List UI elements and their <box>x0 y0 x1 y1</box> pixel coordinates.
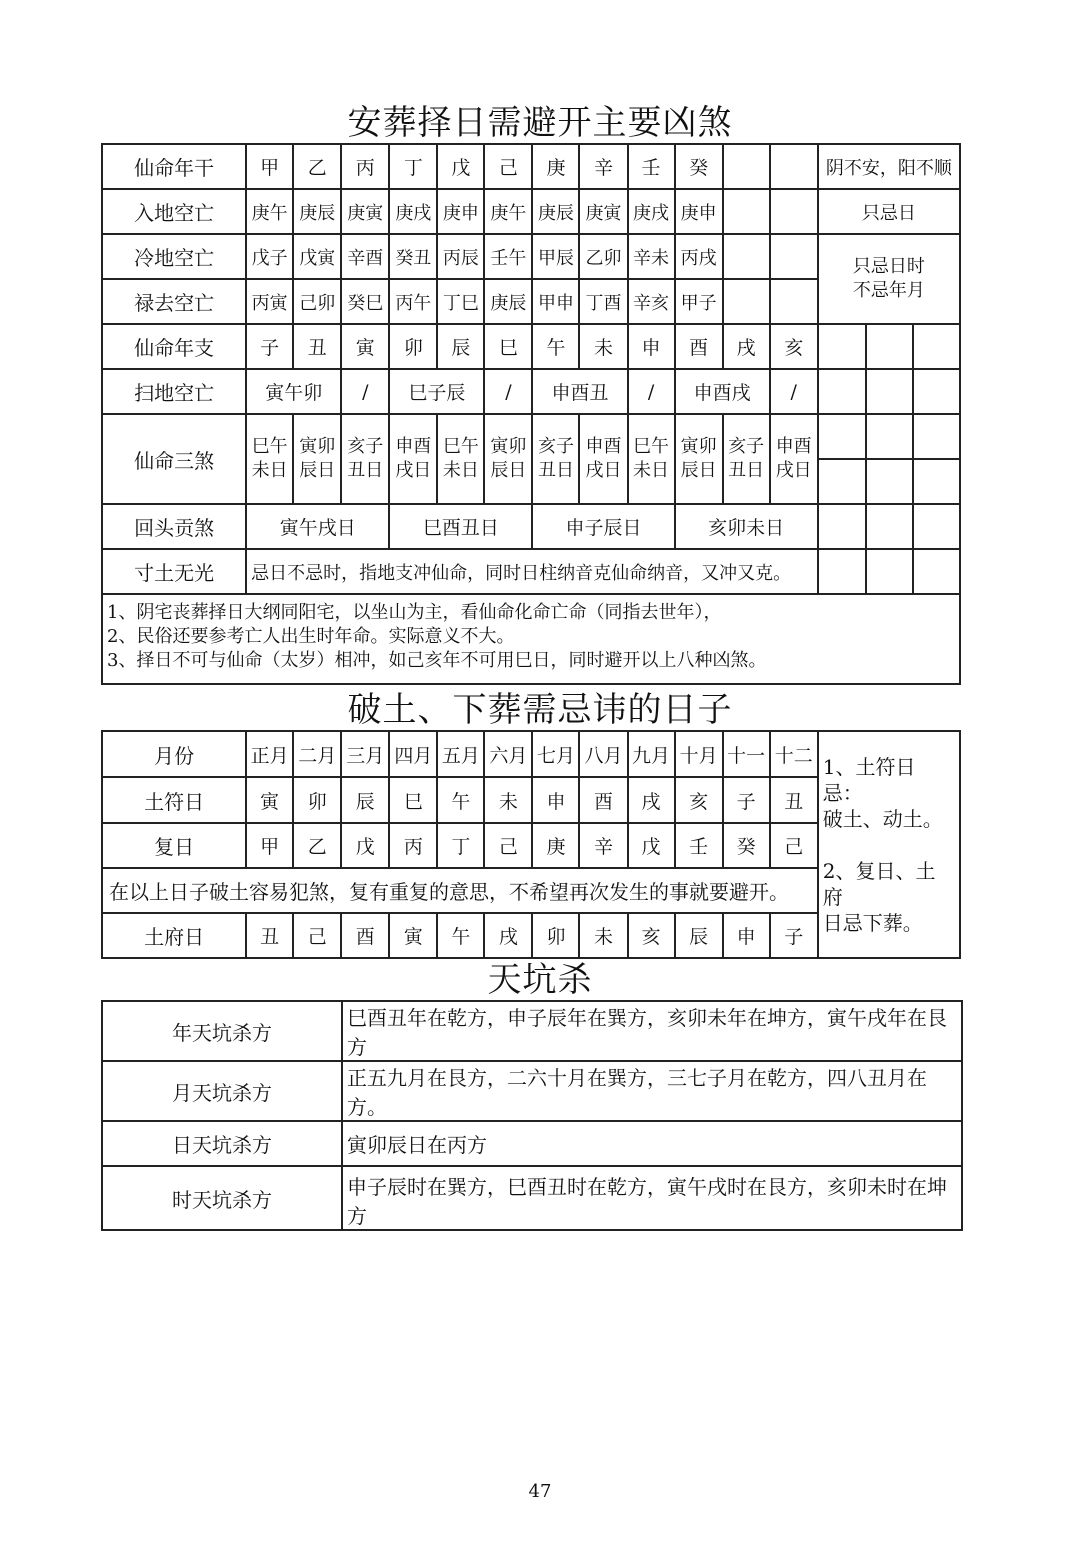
cell: 庚午 <box>484 189 532 234</box>
cell: 庚戌 <box>628 189 675 234</box>
cell <box>723 414 770 504</box>
cell: 寅 <box>341 324 389 369</box>
cell <box>770 279 818 324</box>
cell <box>532 414 579 504</box>
cell: 戌 <box>484 913 532 958</box>
row-label: 仙命年干 <box>102 144 246 189</box>
cell: 庚寅 <box>579 189 627 234</box>
cell: 戊寅 <box>293 234 341 279</box>
row-label: 禄去空亡 <box>102 279 246 324</box>
cell: / <box>341 369 389 414</box>
cell: 巳 <box>484 324 532 369</box>
cell-line: 丑日 <box>347 460 384 481</box>
row-label: 冷地空亡 <box>102 234 246 279</box>
cell: 申子辰时在巽方，巳酉丑时在乾方，寅午戌时在艮方，亥卯未时在坤方 <box>342 1166 962 1230</box>
cell: 亥 <box>770 324 818 369</box>
table-row <box>102 1061 962 1121</box>
table-avoid-sha <box>101 143 961 685</box>
cell-line: 未日 <box>251 460 288 481</box>
cell: 戊 <box>628 823 675 868</box>
empty-cell <box>866 549 913 594</box>
row-label: 土府日 <box>102 913 246 958</box>
cell-line: 亥子 <box>347 436 384 457</box>
cell: 癸巳 <box>341 279 389 324</box>
cell-line: 巳午 <box>251 436 288 457</box>
cell: 己卯 <box>293 279 341 324</box>
cell: 甲 <box>246 144 293 189</box>
cell: 戊子 <box>246 234 293 279</box>
empty-cell <box>818 504 866 549</box>
cell-line: 未日 <box>442 460 479 481</box>
cell: 正月 <box>246 731 293 777</box>
cell <box>437 414 484 504</box>
cell: 申 <box>532 777 579 823</box>
cell: 卯 <box>532 913 579 958</box>
row-label: 回头贡煞 <box>102 504 246 549</box>
empty-cell <box>866 504 913 549</box>
cell: 丁 <box>437 823 484 868</box>
cell: 丙寅 <box>246 279 293 324</box>
cell: 四月 <box>389 731 437 777</box>
row-label: 仙命三煞 <box>102 414 246 504</box>
table-row <box>102 414 960 459</box>
cell: 丁巳 <box>437 279 484 324</box>
empty-cell <box>818 414 866 459</box>
empty-cell <box>913 549 960 594</box>
cell: 丁酉 <box>579 279 627 324</box>
cell-line: 寅卯 <box>490 436 527 457</box>
cell: 庚辰 <box>532 189 579 234</box>
note-line: 2、民俗还要参考亡人出生时年命。实际意义不大。 <box>107 626 515 647</box>
cell: 申子辰日 <box>532 504 674 549</box>
cell: 戊 <box>341 823 389 868</box>
cell: 九月 <box>628 731 675 777</box>
side-note-line: 1、土符日忌： <box>822 754 916 805</box>
note-line: 不忌年月 <box>852 280 925 301</box>
cell: 辰 <box>675 913 723 958</box>
cell: 巳子辰 <box>389 369 484 414</box>
cell: 子 <box>246 324 293 369</box>
title-main: 安葬择日需避开主要凶煞 <box>347 103 733 143</box>
cell: 丙 <box>389 823 437 868</box>
cell: 寅午卯 <box>246 369 341 414</box>
note-line: 3、择日不可与仙命（太岁）相冲，如己亥年不可用巳日，同时避开以上八种凶煞。 <box>107 650 767 671</box>
cell: 乙 <box>293 823 341 868</box>
cell: / <box>770 369 818 414</box>
row-label: 仙命年支 <box>102 324 246 369</box>
cell: / <box>484 369 532 414</box>
cell: 寅 <box>246 777 293 823</box>
table-row <box>102 189 960 234</box>
cell-line: 丑日 <box>728 460 765 481</box>
cell-line: 戌日 <box>395 460 432 481</box>
row-label: 月份 <box>102 731 246 777</box>
cell-line: 辰日 <box>490 460 527 481</box>
table-tiankeng <box>101 1000 963 1231</box>
cell: 癸 <box>675 144 723 189</box>
title-section-3: 天坑杀 <box>487 960 593 1000</box>
cell: 午 <box>532 324 579 369</box>
page-number: 47 <box>528 1481 552 1502</box>
cell: 壬午 <box>484 234 532 279</box>
cell-line: 巳午 <box>633 436 670 457</box>
cell: 庚寅 <box>341 189 389 234</box>
cell: 丑 <box>246 913 293 958</box>
cell: 辰 <box>437 324 484 369</box>
cell: 子 <box>770 913 818 958</box>
cell: 丙 <box>341 144 389 189</box>
cell <box>246 414 293 504</box>
cell: 甲申 <box>532 279 579 324</box>
table-row <box>102 731 960 777</box>
cell: 申 <box>723 913 770 958</box>
cell: 亥卯未日 <box>675 504 818 549</box>
empty-cell <box>913 459 960 504</box>
note-line: 只忌日时 <box>852 256 925 277</box>
cell: 未 <box>579 913 627 958</box>
cell: 丙辰 <box>437 234 484 279</box>
cell <box>341 414 389 504</box>
cell: 申酉戌 <box>675 369 770 414</box>
row-label: 日天坑杀方 <box>102 1121 342 1166</box>
cell: 巳酉丑日 <box>389 504 532 549</box>
cell: 酉 <box>675 324 723 369</box>
cell: 巳 <box>389 777 437 823</box>
table-breaking-ground <box>101 730 961 959</box>
empty-cell <box>913 504 960 549</box>
cell-line: 寅卯 <box>299 436 336 457</box>
cell: 子 <box>723 777 770 823</box>
cell-line: 申酉 <box>585 436 622 457</box>
cell: 午 <box>437 913 484 958</box>
cell <box>389 414 437 504</box>
side-note <box>818 731 960 958</box>
cell: 辛酉 <box>341 234 389 279</box>
cell: 正五九月在艮方，二六十月在巽方，三七子月在乾方，四八丑月在方。 <box>342 1061 962 1121</box>
cell-line: 辰日 <box>299 460 336 481</box>
cell <box>723 234 770 279</box>
table-row <box>102 1166 962 1230</box>
empty-cell <box>913 324 960 369</box>
empty-cell <box>818 324 866 369</box>
cell: 己 <box>484 144 532 189</box>
cell: 七月 <box>532 731 579 777</box>
title-section-2: 破土、下葬需忌讳的日子 <box>347 690 733 730</box>
cell: 卯 <box>389 324 437 369</box>
table-row <box>102 1121 962 1166</box>
cell-line: 申酉 <box>395 436 432 457</box>
cell: / <box>628 369 675 414</box>
table-row <box>102 594 960 684</box>
row-label: 年天坑杀方 <box>102 1001 342 1061</box>
table-row <box>102 504 960 549</box>
cell-line: 丑日 <box>537 460 574 481</box>
note-row: 在以上日子破土容易犯煞，复有重复的意思，不希望再次发生的事就要避开。 <box>102 868 818 913</box>
row-label: 时天坑杀方 <box>102 1166 342 1230</box>
row-label: 复日 <box>102 823 246 868</box>
cell <box>770 144 818 189</box>
cell: 己 <box>770 823 818 868</box>
note-cell <box>818 234 960 324</box>
cell: 壬 <box>628 144 675 189</box>
cell: 酉 <box>579 777 627 823</box>
cell: 六月 <box>484 731 532 777</box>
cell: 庚戌 <box>389 189 437 234</box>
cell: 寅 <box>389 913 437 958</box>
table-row <box>102 324 960 369</box>
cell: 丑 <box>293 324 341 369</box>
cell <box>723 144 770 189</box>
cell: 丙戌 <box>675 234 723 279</box>
cell: 己 <box>293 913 341 958</box>
cell: 未 <box>484 777 532 823</box>
cell: 酉 <box>341 913 389 958</box>
cell <box>770 234 818 279</box>
cell-line: 戌日 <box>775 460 812 481</box>
side-note-line: 破土、动土。 <box>822 806 943 831</box>
cell: 庚申 <box>675 189 723 234</box>
cell: 戊 <box>437 144 484 189</box>
cell: 甲子 <box>675 279 723 324</box>
cell: 申酉丑 <box>532 369 627 414</box>
table-row <box>102 549 960 594</box>
cell: 寅卯辰日在丙方 <box>342 1121 962 1166</box>
table-row <box>102 234 960 279</box>
row-label: 扫地空亡 <box>102 369 246 414</box>
cell: 十二 <box>770 731 818 777</box>
cell: 亥 <box>675 777 723 823</box>
cell: 亥 <box>628 913 675 958</box>
cell: 申 <box>628 324 675 369</box>
cell-line: 亥子 <box>537 436 574 457</box>
cell <box>770 414 818 504</box>
cell: 庚辰 <box>484 279 532 324</box>
cell: 辛亥 <box>628 279 675 324</box>
cell: 五月 <box>437 731 484 777</box>
empty-cell <box>818 459 866 504</box>
cell: 辛 <box>579 823 627 868</box>
cell: 庚 <box>532 144 579 189</box>
cell <box>579 414 627 504</box>
cell: 忌日不忌时，指地支冲仙命，同时日柱纳音克仙命纳音，又冲又克。 <box>246 549 818 594</box>
cell-line: 亥子 <box>728 436 765 457</box>
cell: 己 <box>484 823 532 868</box>
cell: 十月 <box>675 731 723 777</box>
empty-cell <box>913 414 960 459</box>
cell: 庚申 <box>437 189 484 234</box>
cell: 辛未 <box>628 234 675 279</box>
empty-cell <box>866 414 913 459</box>
row-label: 寸土无光 <box>102 549 246 594</box>
cell: 庚午 <box>246 189 293 234</box>
cell: 丁 <box>389 144 437 189</box>
row-label: 土符日 <box>102 777 246 823</box>
note-cell: 阴不安，阳不顺 <box>818 144 960 189</box>
row-label: 月天坑杀方 <box>102 1061 342 1121</box>
cell-line: 巳午 <box>442 436 479 457</box>
empty-cell <box>866 324 913 369</box>
cell: 甲 <box>246 823 293 868</box>
cell: 庚辰 <box>293 189 341 234</box>
cell: 癸丑 <box>389 234 437 279</box>
cell-line: 寅卯 <box>680 436 717 457</box>
cell: 三月 <box>341 731 389 777</box>
cell <box>675 414 723 504</box>
cell: 乙 <box>293 144 341 189</box>
cell: 八月 <box>579 731 627 777</box>
cell <box>770 189 818 234</box>
table-row <box>102 144 960 189</box>
cell-line: 辰日 <box>680 460 717 481</box>
cell-line: 申酉 <box>775 436 812 457</box>
cell <box>723 279 770 324</box>
table-row <box>102 369 960 414</box>
side-note-line: 日忌下葬。 <box>822 910 923 935</box>
cell: 甲辰 <box>532 234 579 279</box>
empty-cell <box>913 369 960 414</box>
cell: 巳酉丑年在乾方，申子辰年在巽方，亥卯未年在坤方，寅午戌年在艮方 <box>342 1001 962 1061</box>
cell <box>293 414 341 504</box>
cell: 寅午戌日 <box>246 504 389 549</box>
empty-cell <box>818 369 866 414</box>
cell-line: 未日 <box>633 460 670 481</box>
empty-cell <box>818 549 866 594</box>
note-line: 1、阴宅丧葬择日大纲同阳宅，以坐山为主，看仙命化命亡命（同指去世年）， <box>107 602 722 623</box>
cell: 丙午 <box>389 279 437 324</box>
cell <box>723 189 770 234</box>
cell: 戌 <box>723 324 770 369</box>
cell <box>484 414 532 504</box>
cell: 卯 <box>293 777 341 823</box>
cell: 未 <box>579 324 627 369</box>
row-label: 入地空亡 <box>102 189 246 234</box>
cell <box>628 414 675 504</box>
cell: 戌 <box>628 777 675 823</box>
empty-cell <box>866 369 913 414</box>
table-row <box>102 1001 962 1061</box>
cell: 壬 <box>675 823 723 868</box>
side-note-line: 2、复日、土府 <box>822 858 936 909</box>
cell: 乙卯 <box>579 234 627 279</box>
notes-cell <box>102 594 960 684</box>
cell: 辰 <box>341 777 389 823</box>
cell: 癸 <box>723 823 770 868</box>
cell: 辛 <box>579 144 627 189</box>
cell-line: 戌日 <box>585 460 622 481</box>
cell: 丑 <box>770 777 818 823</box>
note-cell: 只忌日 <box>818 189 960 234</box>
cell: 午 <box>437 777 484 823</box>
empty-cell <box>866 459 913 504</box>
cell: 庚 <box>532 823 579 868</box>
cell: 十一 <box>723 731 770 777</box>
cell: 二月 <box>293 731 341 777</box>
